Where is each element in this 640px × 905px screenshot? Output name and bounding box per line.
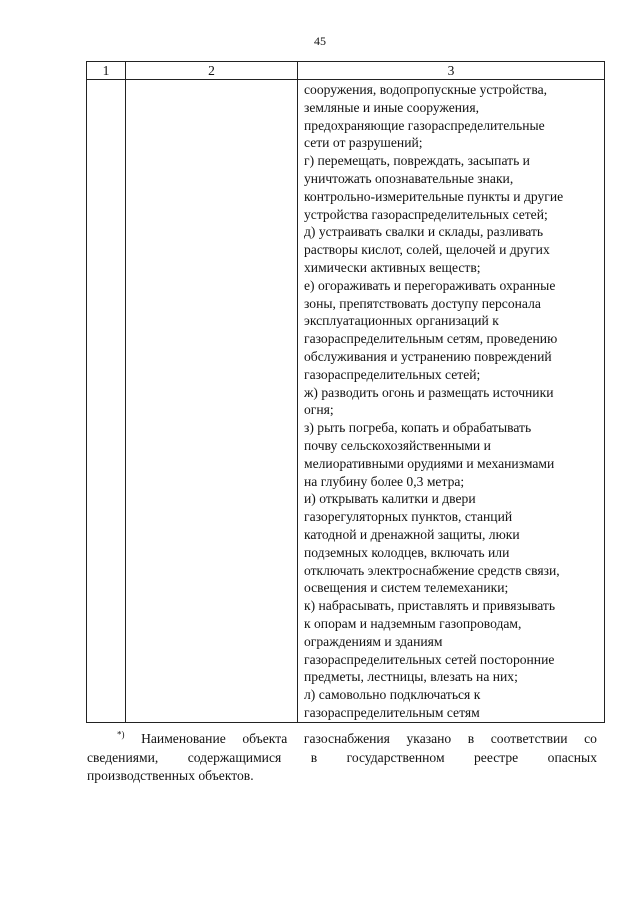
col3-line: и) открывать калитки и двери: [304, 491, 476, 507]
document-table: [86, 61, 605, 723]
col3-line: сооружения, водопропускные устройства,: [304, 82, 548, 97]
table-header-row: [87, 62, 605, 80]
header-col-1: 1: [87, 62, 126, 80]
footnote-line-1: [87, 730, 597, 749]
col3-line: обслуживания и устранению повреждений: [304, 348, 552, 364]
page-number: 45: [314, 34, 326, 48]
table-cell-col-3: [298, 80, 605, 723]
col3-line: мелиоративными орудиями и механизмами: [304, 455, 555, 471]
col3-line: г) перемещать, повреждать, засыпать и: [304, 153, 530, 169]
col3-line: отключать электроснабжение средств связи,: [304, 562, 560, 578]
col3-line: газораспределительным сетям, проведению: [304, 331, 558, 347]
col3-line: предохраняющие газораспределительные: [304, 117, 545, 133]
table-row: [87, 80, 605, 723]
col3-line: е) огораживать и перегораживать охранные: [304, 277, 556, 293]
col3-line: освещения и систем телемеханики;: [304, 580, 509, 596]
col3-line: почву сельскохозяйственными и: [304, 437, 491, 453]
col3-line: контрольно-измерительные пункты и другие: [304, 188, 564, 204]
footnote: [87, 730, 597, 786]
col3-line: газораспределительным сетям: [304, 704, 480, 720]
col3-line: газорегуляторных пунктов, станций: [304, 509, 513, 525]
col3-line: з) рыть погреба, копать и обрабатывать: [304, 420, 532, 436]
col3-line: эксплуатационных организаций к: [304, 313, 499, 329]
col3-line: предметы, лестницы, влезать на них;: [304, 669, 518, 685]
col3-line: к опорам и надземным газопроводам,: [304, 615, 522, 631]
col3-line: зоны, препятствовать доступу персонала: [304, 295, 541, 311]
col3-line: газораспределительных сетей;: [304, 366, 481, 382]
footnote-line-2: сведениями, содержащимися в государственном реестре опасных: [87, 749, 597, 765]
footnote-line-3: производственных объектов.: [87, 768, 254, 783]
footnote-text-1: Наименование объекта газоснабжения указано в соответствии со: [141, 731, 597, 746]
col3-line: устройства газораспределительных сетей;: [304, 206, 548, 222]
col3-line: д) устраивать свалки и склады, разливать: [304, 224, 544, 240]
col3-line: растворы кислот, солей, щелочей и других: [304, 242, 550, 258]
col3-line: катодной и дренажной защиты, люки: [304, 526, 520, 542]
footnote-marker: *): [117, 729, 125, 740]
col3-line: земляные и иные сооружения,: [304, 99, 479, 115]
col3-line: л) самовольно подключаться к: [304, 687, 481, 703]
col3-line: уничтожать опознавательные знаки,: [304, 170, 514, 186]
col3-line: огня;: [304, 402, 334, 418]
col3-line: ограждениям и зданиям: [304, 633, 443, 649]
table-cell-col-2: [126, 80, 298, 723]
header-col-2: 2: [126, 62, 298, 80]
header-col-3: 3: [298, 62, 605, 80]
table-cell-col-1: [87, 80, 126, 723]
col3-line: газораспределительных сетей посторонние: [304, 651, 555, 667]
col3-line: подземных колодцев, включать или: [304, 544, 510, 560]
col3-line: химически активных веществ;: [304, 259, 481, 275]
col3-line: на глубину более 0,3 метра;: [304, 473, 465, 489]
col3-line: сети от разрушений;: [304, 135, 423, 151]
col3-line: ж) разводить огонь и размещать источники: [304, 384, 554, 400]
col3-text-block: [298, 80, 604, 722]
col3-line: к) набрасывать, приставлять и привязывать: [304, 598, 556, 614]
